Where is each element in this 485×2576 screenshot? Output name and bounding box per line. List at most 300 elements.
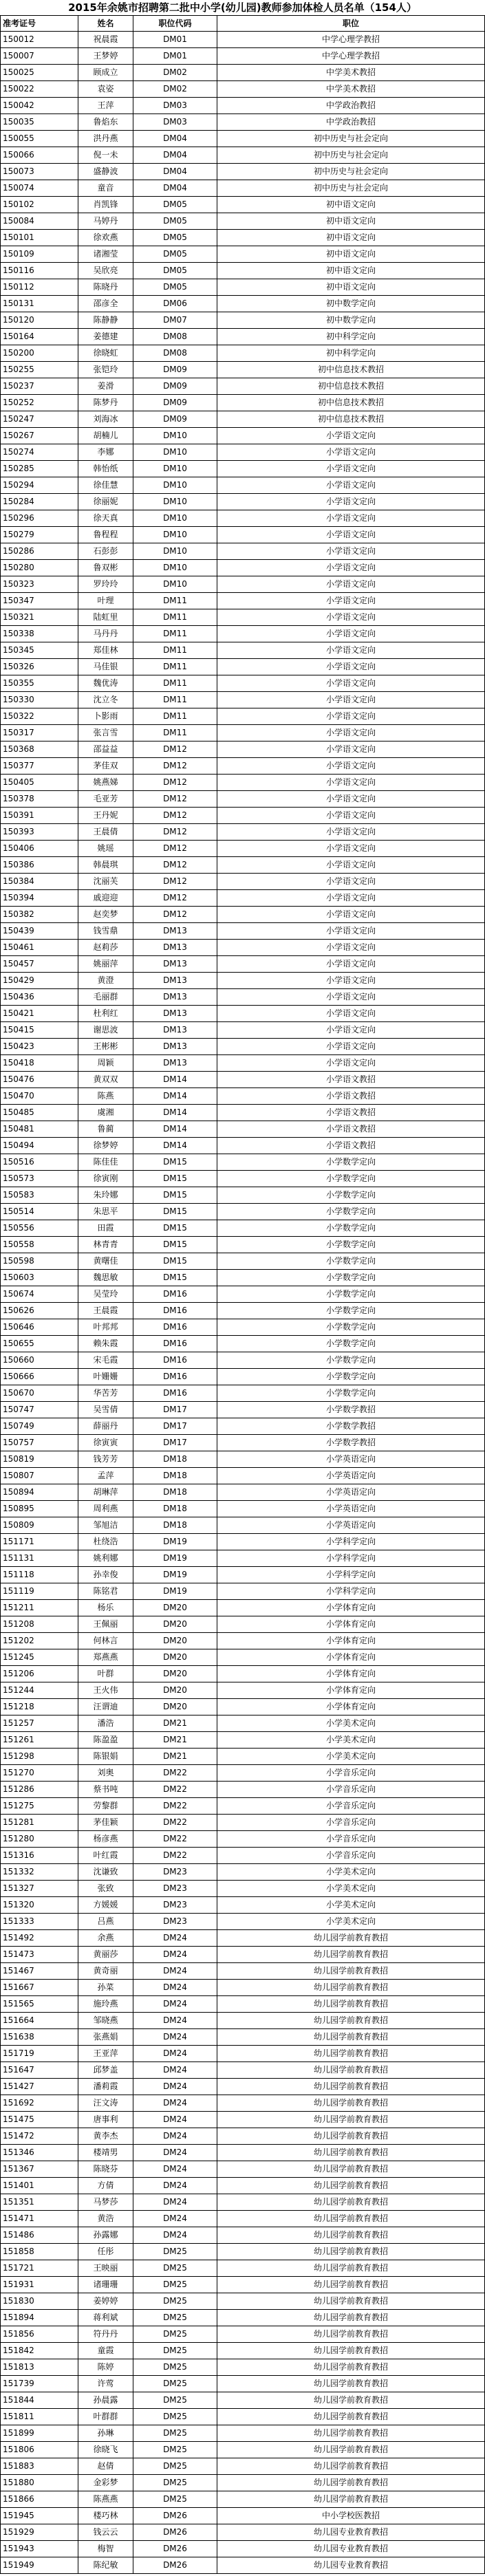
name-cell: 王萍 [78,98,133,113]
name-cell: 符丹丹 [78,2326,133,2342]
table-row [1,131,485,147]
position-cell: 小学语文教招 [217,1072,485,1087]
position-code-cell: DM18 [133,1501,217,1517]
position-cell: 小学数学定向 [217,1369,485,1385]
table-row [1,692,485,708]
position-code-cell: DM15 [133,1270,217,1286]
position-cell: 小学数学定向 [217,1220,485,1236]
position-code-cell: DM13 [133,940,217,955]
name-cell: 陈梦丹 [78,395,133,411]
position-cell: 小学美术定向 [217,1732,485,1748]
exam-id-cell: 150012 [1,32,78,47]
position-cell: 小学语文定向 [217,874,485,889]
position-cell: 小学数学定向 [217,1385,485,1401]
position-code-cell: DM24 [133,2079,217,2095]
exam-id-cell: 151118 [1,1567,78,1583]
position-cell: 幼儿园学前教育教招 [217,2029,485,2045]
exam-id-cell: 151202 [1,1633,78,1649]
position-cell: 小学英语定向 [217,1451,485,1467]
table-row [1,890,485,907]
exam-id-cell: 150296 [1,510,78,526]
exam-id-cell: 151929 [1,2524,78,2540]
table-row [1,48,485,65]
position-code-cell: DM18 [133,1517,217,1533]
position-cell: 小学语文定向 [217,956,485,972]
name-cell: 陈盈盈 [78,1732,133,1748]
exam-id-cell: 150131 [1,296,78,312]
position-code-cell: DM17 [133,1402,217,1418]
name-cell: 陈纪敏 [78,2557,133,2573]
table-row [1,576,485,593]
position-code-cell: DM12 [133,907,217,922]
exam-id-cell: 151830 [1,2293,78,2309]
table-row [1,1831,485,1848]
position-code-cell: DM19 [133,1583,217,1599]
name-cell: 徐寅寅 [78,1435,133,1451]
table-row [1,1930,485,1947]
position-cell: 中学政治教招 [217,114,485,130]
exam-id-cell: 150494 [1,1138,78,1154]
position-code-cell: DM10 [133,444,217,460]
position-cell: 幼儿园学前教育教招 [217,1980,485,1995]
position-code-cell: DM24 [133,2211,217,2227]
position-code-cell: DM24 [133,2029,217,2045]
name-cell: 杨彦燕 [78,1831,133,1847]
position-code-cell: DM22 [133,1848,217,1863]
name-cell: 谢思波 [78,1022,133,1038]
table-row [1,2194,485,2211]
exam-id-cell: 151257 [1,1715,78,1731]
exam-id-cell: 151692 [1,2095,78,2111]
exam-id-cell: 151473 [1,1947,78,1962]
position-cell: 小学语文定向 [217,642,485,658]
position-cell: 小学科学定向 [217,1534,485,1550]
position-cell: 小学英语定向 [217,1501,485,1517]
position-code-cell: DM13 [133,956,217,972]
position-cell: 小学科学定向 [217,1567,485,1583]
position-cell: 幼儿园学前教育教招 [217,2293,485,2309]
position-cell: 小学美术定向 [217,1881,485,1896]
name-cell: 邵益益 [78,742,133,757]
exam-id-cell: 150022 [1,81,78,97]
exam-id-cell: 150485 [1,1105,78,1121]
exam-id-cell: 151811 [1,2409,78,2425]
exam-id-cell: 150355 [1,675,78,691]
position-code-cell: DM03 [133,98,217,113]
position-cell: 幼儿园学前教育教招 [217,2260,485,2276]
table-row [1,1633,485,1649]
position-cell: 小学语文定向 [217,527,485,543]
table-row [1,742,485,758]
exam-id-cell: 151880 [1,2475,78,2491]
exam-id-cell: 151475 [1,2112,78,2128]
table-row [1,1881,485,1897]
position-code-cell: DM25 [133,2359,217,2375]
position-cell: 初中数学定向 [217,312,485,328]
exam-id-cell: 151281 [1,1815,78,1830]
exam-id-cell: 151119 [1,1583,78,1599]
name-cell: 王佩丽 [78,1616,133,1632]
position-cell: 小学数学定向 [217,1303,485,1319]
name-cell: 韩怡纸 [78,461,133,477]
table-row [1,2145,485,2161]
exam-id-cell: 151943 [1,2541,78,2557]
table-row [1,477,485,494]
name-cell: 朱玲娜 [78,1187,133,1203]
position-cell: 幼儿园学前教育教招 [217,2442,485,2458]
exam-id-cell: 150368 [1,742,78,757]
name-cell: 孙琳 [78,2425,133,2441]
exam-id-cell: 150274 [1,444,78,460]
position-code-cell: DM11 [133,593,217,609]
table-row [1,1848,485,1864]
position-cell: 幼儿园学前教育教招 [217,2046,485,2061]
position-cell: 小学数学定向 [217,1270,485,1286]
position-code-cell: DM19 [133,1534,217,1550]
position-code-cell: DM12 [133,758,217,774]
table-row [1,989,485,1006]
table-row [1,180,485,197]
name-cell: 诸珊珊 [78,2277,133,2293]
name-cell: 姚丽萍 [78,956,133,972]
name-cell: 钱雪鼎 [78,923,133,939]
position-code-cell: DM24 [133,2145,217,2161]
name-cell: 沈丽芙 [78,874,133,889]
position-code-cell: DM14 [133,1121,217,1137]
name-cell: 陈晓丹 [78,279,133,295]
position-code-cell: DM25 [133,2343,217,2359]
name-cell: 徐梦婷 [78,1138,133,1154]
position-code-cell: DM13 [133,1055,217,1071]
name-cell: 魏思敏 [78,1270,133,1286]
table-row [1,428,485,444]
exam-id-cell: 151208 [1,1616,78,1632]
position-code-cell: DM24 [133,2112,217,2128]
position-cell: 幼儿园专业教育教招 [217,2524,485,2540]
table-row [1,1352,485,1369]
position-cell: 初中信息技术教招 [217,362,485,378]
exam-id-cell: 151486 [1,2227,78,2243]
name-cell: 吕燕 [78,1914,133,1929]
position-code-cell: DM13 [133,973,217,988]
exam-id-cell: 150378 [1,791,78,807]
name-cell: 肖凯锋 [78,197,133,213]
position-code-cell: DM05 [133,213,217,229]
position-cell: 幼儿园专业教育教招 [217,2541,485,2557]
position-code-cell: DM02 [133,65,217,80]
exam-id-cell: 150007 [1,48,78,64]
exam-id-cell: 150035 [1,114,78,130]
exam-id-cell: 151866 [1,2491,78,2507]
position-cell: 小学英语定向 [217,1468,485,1484]
position-cell: 小学音乐定向 [217,1765,485,1781]
position-cell: 小学数学定向 [217,1352,485,1368]
position-cell: 小学语文定向 [217,626,485,642]
position-code-cell: DM19 [133,1550,217,1566]
position-code-cell: DM18 [133,1484,217,1500]
name-cell: 虞湘 [78,1105,133,1121]
position-code-cell: DM25 [133,2293,217,2309]
position-code-cell: DM12 [133,874,217,889]
table-row [1,2508,485,2524]
name-cell: 毛丽群 [78,989,133,1005]
position-code-cell: DM23 [133,1897,217,1913]
exam-id-cell: 150429 [1,973,78,988]
name-cell: 钱芳芳 [78,1451,133,1467]
exam-id-cell: 151894 [1,2310,78,2326]
exam-id-cell: 151261 [1,1732,78,1748]
position-code-cell: DM25 [133,2458,217,2474]
exam-id-cell: 150807 [1,1468,78,1484]
table-row [1,1501,485,1517]
name-cell: 马丹丹 [78,626,133,642]
exam-id-cell: 150757 [1,1435,78,1451]
position-cell: 中学心理学教招 [217,48,485,64]
position-code-cell: DM04 [133,131,217,147]
name-cell: 杨乐 [78,1600,133,1616]
position-code-cell: DM25 [133,2475,217,2491]
exam-id-cell: 151565 [1,1996,78,2012]
position-cell: 初中语文定向 [217,230,485,246]
exam-id-cell: 150666 [1,1369,78,1385]
position-code-cell: DM04 [133,147,217,163]
exam-id-cell: 150294 [1,477,78,493]
exam-id-cell: 150280 [1,560,78,576]
position-code-cell: DM01 [133,48,217,64]
table-row [1,2376,485,2392]
position-cell: 幼儿园学前教育教招 [217,2359,485,2375]
position-code-cell: DM24 [133,1947,217,1962]
table-row [1,246,485,263]
table-row [1,2227,485,2244]
position-cell: 幼儿园学前教育教招 [217,2491,485,2507]
name-cell: 黄奇丽 [78,1963,133,1979]
table-row [1,1138,485,1154]
table-row [1,65,485,81]
position-cell: 小学语文定向 [217,543,485,559]
exam-id-cell: 151739 [1,2376,78,2392]
exam-id-cell: 151899 [1,2425,78,2441]
table-row [1,2524,485,2541]
table-row [1,2442,485,2458]
name-cell: 潘莉霞 [78,2079,133,2095]
name-cell: 祝晨霞 [78,32,133,47]
position-cell: 小学美术定向 [217,1897,485,1913]
position-code-cell: DM11 [133,626,217,642]
exam-id-cell: 151844 [1,2392,78,2408]
name-cell: 赖朱霞 [78,1336,133,1352]
table-row [1,1286,485,1303]
exam-id-cell: 150326 [1,659,78,675]
position-cell: 小学音乐定向 [217,1831,485,1847]
table-row [1,98,485,114]
position-cell: 幼儿园学前教育教招 [217,1930,485,1946]
name-cell: 汪谓迪 [78,1699,133,1715]
position-cell: 小学语文定向 [217,593,485,609]
name-cell: 朱思平 [78,1204,133,1220]
position-code-cell: DM10 [133,428,217,444]
name-cell: 宋毛霞 [78,1352,133,1368]
table-row [1,1055,485,1072]
exam-id-cell: 150415 [1,1022,78,1038]
position-cell: 幼儿园学前教育教招 [217,2095,485,2111]
exam-id-cell: 151206 [1,1666,78,1682]
table-row [1,2491,485,2508]
exam-id-cell: 150470 [1,1088,78,1104]
table-row [1,973,485,989]
name-cell: 盛静波 [78,164,133,180]
name-cell: 陈燕 [78,1088,133,1104]
position-code-cell: DM26 [133,2541,217,2557]
table-row [1,675,485,692]
exam-id-cell: 150423 [1,1039,78,1054]
table-row [1,824,485,841]
position-code-cell: DM23 [133,1914,217,1929]
position-cell: 幼儿园学前教育教招 [217,1996,485,2012]
position-cell: 小学数学教招 [217,1402,485,1418]
name-cell: 钱云云 [78,2524,133,2540]
name-cell: 马梦莎 [78,2194,133,2210]
table-row [1,1319,485,1336]
table-row [1,2475,485,2491]
table-row [1,213,485,230]
name-cell: 潘浩 [78,1715,133,1731]
table-row [1,1798,485,1815]
position-cell: 小学语文定向 [217,791,485,807]
table-row [1,461,485,477]
position-code-cell: DM24 [133,1980,217,1995]
position-code-cell: DM07 [133,312,217,328]
table-row [1,1385,485,1402]
table-row [1,2310,485,2326]
exam-id-cell: 150025 [1,65,78,80]
table-row [1,857,485,874]
exam-id-cell: 150384 [1,874,78,889]
position-code-cell: DM24 [133,2161,217,2177]
position-code-cell: DM11 [133,659,217,675]
name-cell: 卜影雨 [78,708,133,724]
name-cell: 王亚萍 [78,2046,133,2061]
table-row [1,1649,485,1666]
name-cell: 胡楠儿 [78,428,133,444]
name-cell: 陈晓芬 [78,2161,133,2177]
table-row [1,329,485,345]
position-code-cell: DM25 [133,2260,217,2276]
position-cell: 小学语文教招 [217,1088,485,1104]
position-code-cell: DM13 [133,923,217,939]
exam-id-cell: 150894 [1,1484,78,1500]
table-row [1,1980,485,1996]
position-cell: 初中历史与社会定向 [217,180,485,196]
position-cell: 小学语文定向 [217,675,485,691]
exam-id-cell: 151286 [1,1782,78,1797]
table-row [1,1369,485,1385]
position-code-cell: DM15 [133,1187,217,1203]
position-code-cell: DM12 [133,791,217,807]
name-cell: 王火伟 [78,1682,133,1698]
position-code-cell: DM25 [133,2376,217,2392]
exam-id-cell: 151218 [1,1699,78,1715]
table-row [1,1336,485,1352]
table-row [1,1451,485,1468]
position-cell: 小学英语定向 [217,1517,485,1533]
position-cell: 幼儿园学前教育教招 [217,2145,485,2161]
exam-id-cell: 150074 [1,180,78,196]
exam-id-cell: 150321 [1,609,78,625]
table-body [1,32,485,2574]
position-cell: 小学语文定向 [217,890,485,906]
table-row [1,345,485,362]
position-code-cell: DM22 [133,1765,217,1781]
position-cell: 小学音乐定向 [217,1848,485,1863]
position-code-cell: DM25 [133,2244,217,2260]
exam-id-cell: 150345 [1,642,78,658]
table-row [1,1583,485,1600]
exam-id-cell: 150102 [1,197,78,213]
name-cell: 邱梦盖 [78,2062,133,2078]
table-row [1,494,485,510]
table-row [1,1484,485,1501]
position-code-cell: DM12 [133,841,217,856]
name-cell: 陈铭君 [78,1583,133,1599]
position-cell: 小学美术定向 [217,1749,485,1764]
name-cell: 陈燕燕 [78,2491,133,2507]
name-cell: 陈静静 [78,312,133,328]
table-row [1,775,485,791]
exam-id-cell: 150819 [1,1451,78,1467]
name-cell: 何林言 [78,1633,133,1649]
position-cell: 小学语文教招 [217,1121,485,1137]
position-code-cell: DM21 [133,1715,217,1731]
position-code-cell: DM17 [133,1435,217,1451]
position-cell: 小学数学定向 [217,1187,485,1203]
table-row [1,1600,485,1616]
name-cell: 黄浩 [78,2211,133,2227]
name-cell: 赵倩 [78,2458,133,2474]
position-cell: 初中语文定向 [217,213,485,229]
exam-id-cell: 151316 [1,1848,78,1863]
exam-id-cell: 150516 [1,1154,78,1170]
exam-id-cell: 150120 [1,312,78,328]
exam-id-cell: 150895 [1,1501,78,1517]
position-code-cell: DM20 [133,1699,217,1715]
position-code-cell: DM05 [133,263,217,279]
exam-id-cell: 151320 [1,1897,78,1913]
name-cell: 叶群 [78,1666,133,1682]
position-cell: 小学体育定向 [217,1699,485,1715]
name-cell: 吴莹玲 [78,1286,133,1302]
candidate-table [0,15,485,2574]
exam-id-cell: 151842 [1,2343,78,2359]
exam-id-cell: 150598 [1,1253,78,1269]
position-cell: 小学语文定向 [217,692,485,708]
table-row [1,263,485,279]
position-cell: 小学语文定向 [217,742,485,757]
table-row [1,1088,485,1105]
table-row [1,2128,485,2145]
position-cell: 幼儿园学前教育教招 [217,2310,485,2326]
table-row [1,2178,485,2194]
name-cell: 蔡书吨 [78,1782,133,1797]
table-row [1,808,485,824]
name-cell: 田霞 [78,1220,133,1236]
exam-id-cell: 150674 [1,1286,78,1302]
position-code-cell: DM08 [133,329,217,345]
position-cell: 幼儿园学前教育教招 [217,2112,485,2128]
name-cell: 鲁双彬 [78,560,133,576]
exam-id-cell: 151721 [1,2260,78,2276]
position-cell: 小学体育定向 [217,1600,485,1616]
